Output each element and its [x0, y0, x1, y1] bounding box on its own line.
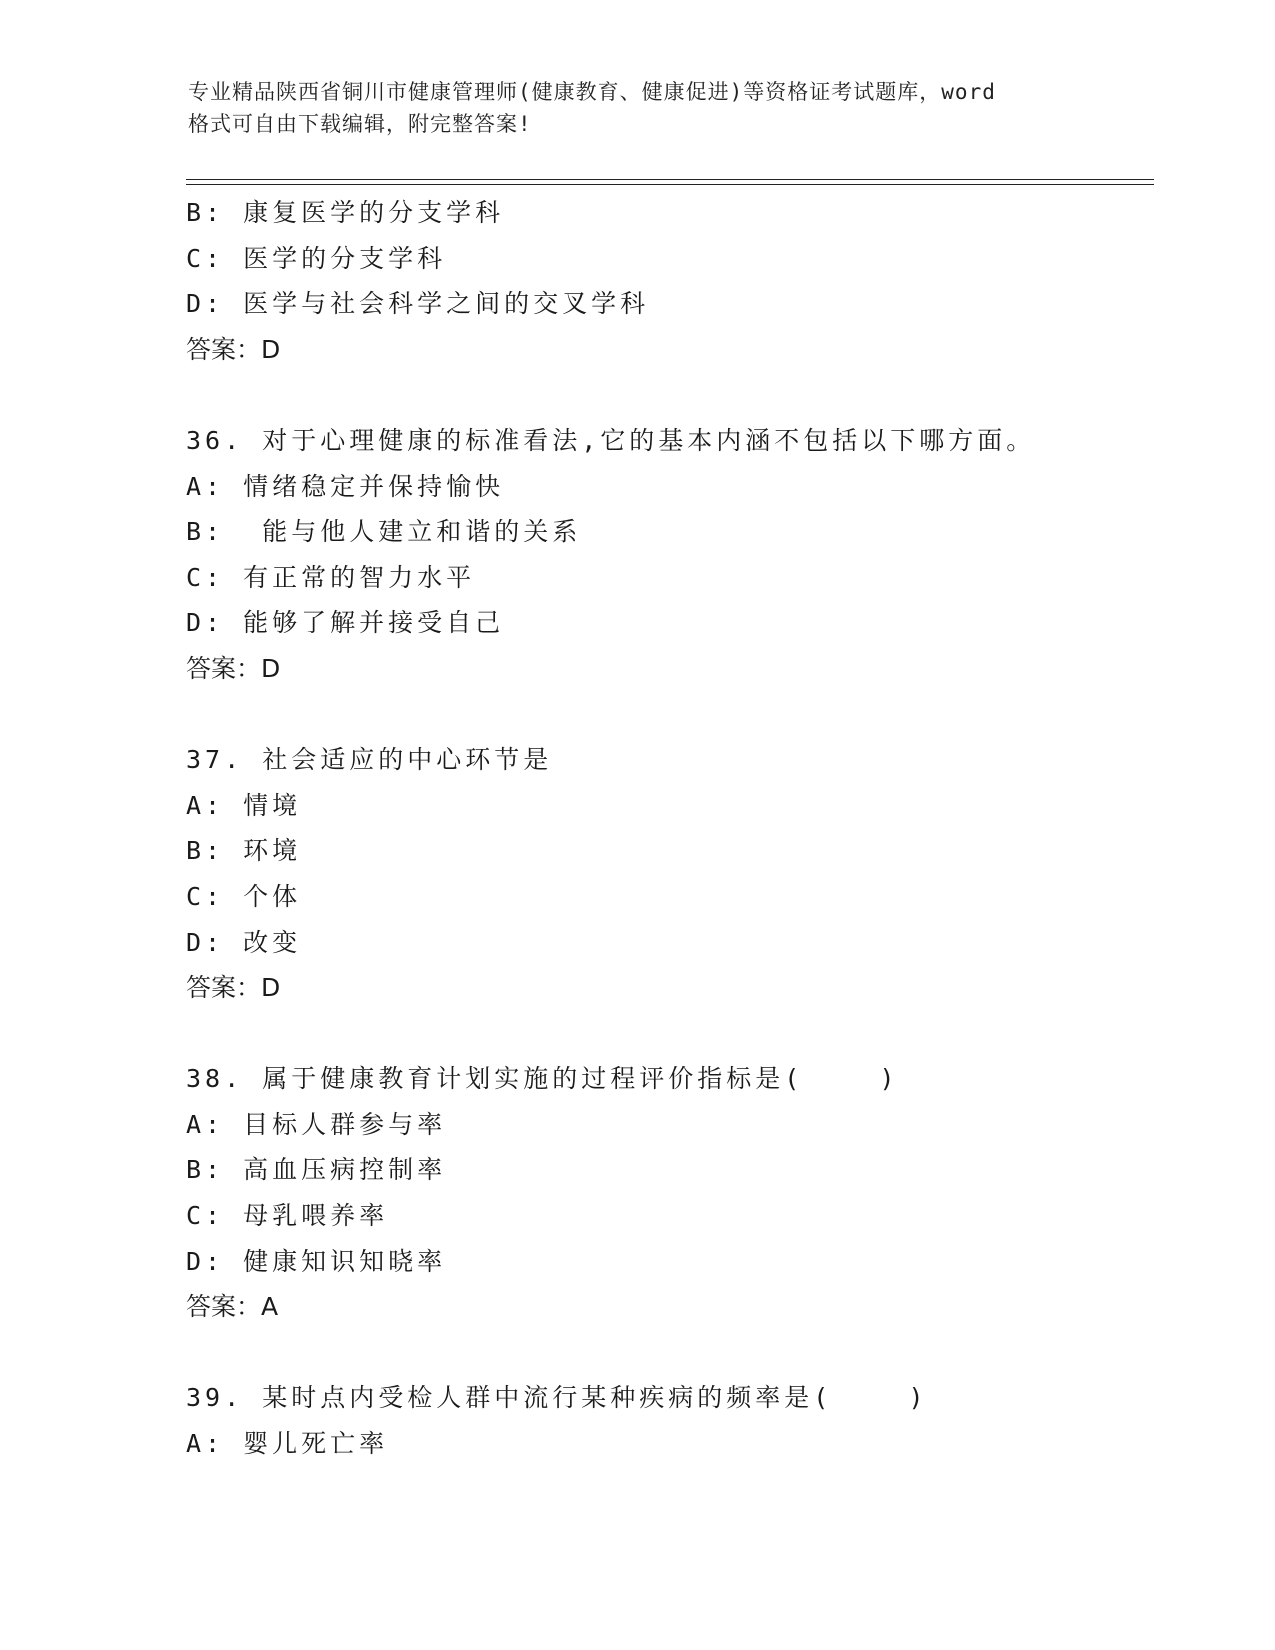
answer: 答案：D — [186, 653, 281, 683]
question-block-39 — [186, 1375, 1146, 1466]
question-text: 39. 某时点内受检人群中流行某种疾病的频率是( ) — [186, 1383, 928, 1413]
option-d: D: 健康知识知晓率 — [186, 1246, 447, 1276]
option-d: D: 改变 — [186, 927, 302, 957]
header-line-1: 专业精品陕西省铜川市健康管理师(健康教育、健康促进)等资格证考试题库，word — [188, 80, 996, 104]
spacer — [186, 1011, 1146, 1057]
option-a: A: 情境 — [186, 790, 302, 820]
question-text: 37. 社会适应的中心环节是 — [186, 745, 553, 775]
option-a: A: 婴儿死亡率 — [186, 1429, 389, 1459]
document-header — [188, 76, 1088, 140]
answer: 答案：A — [186, 1292, 279, 1322]
option-c: C: 医学的分支学科 — [186, 243, 447, 273]
option-c: C: 母乳喂养率 — [186, 1201, 389, 1231]
option-d: D: 能够了解并接受自己 — [186, 608, 505, 638]
spacer — [186, 372, 1146, 418]
option-d: D: 医学与社会科学之间的交叉学科 — [186, 289, 650, 319]
option-b: B: 环境 — [186, 836, 302, 866]
option-c: C: 个体 — [186, 881, 302, 911]
header-line-2: 格式可自由下载编辑，附完整答案! — [188, 112, 532, 136]
question-text: 36. 对于心理健康的标准看法,它的基本内涵不包括以下哪方面。 — [186, 425, 1036, 455]
header-divider-bottom — [186, 184, 1154, 185]
spacer — [186, 1330, 1146, 1376]
question-block-37 — [186, 737, 1146, 1011]
option-b: B: 康复医学的分支学科 — [186, 198, 505, 227]
option-b: B: 高血压病控制率 — [186, 1155, 447, 1185]
question-list — [186, 190, 1146, 1467]
question-block-38 — [186, 1056, 1146, 1330]
answer: 答案：D — [186, 973, 281, 1003]
option-b: B: 能与他人建立和谐的关系 — [186, 517, 582, 547]
spacer — [186, 692, 1146, 738]
option-a: A: 目标人群参与率 — [186, 1109, 447, 1139]
question-block-35 — [186, 190, 1146, 372]
header-divider-top — [186, 179, 1154, 180]
question-text: 38. 属于健康教育计划实施的过程评价指标是( ) — [186, 1064, 899, 1094]
question-block-36 — [186, 418, 1146, 692]
option-c: C: 有正常的智力水平 — [186, 562, 476, 592]
option-a: A: 情绪稳定并保持愉快 — [186, 471, 505, 501]
answer: 答案：D — [186, 334, 281, 364]
